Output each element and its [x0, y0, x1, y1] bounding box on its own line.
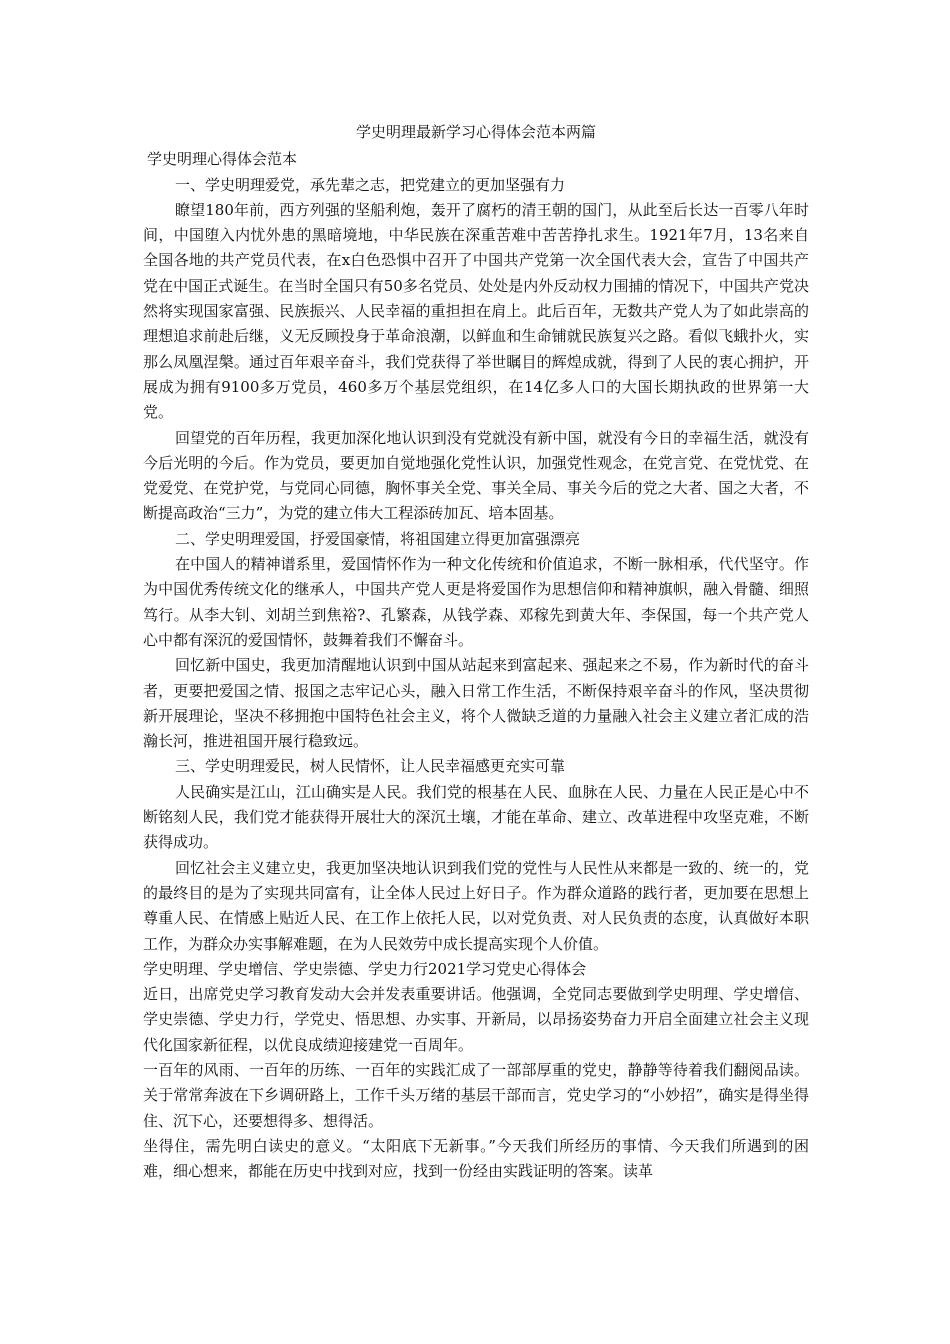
- part2-paragraph: 近日，出席党史学习教育发动大会并发表重要讲话。他强调，全党同志要做到学史明理、学史增信、学史崇德、学史力行，学党史、悟思想、办实事、开新局，以昂扬姿势奋力开启全面建立社会主义现代化国家新征程，以优良成绩迎接建党一百周年。: [143, 985, 809, 1054]
- document-page: [143, 120, 809, 1184]
- section3-paragraph: 人民确实是江山，江山确实是人民。我们党的根基在人民、血脉在人民、力量在人民正是心中不断铭刻人民，我们党才能获得开展壮大的深沉土壤，才能在革命、建立、改革进程中攻坚克难，不断获得成功。: [143, 782, 809, 852]
- section1-heading: 一、学史明理爱党，承先辈之志，把党建立的更加坚强有力: [175, 175, 566, 194]
- section3-paragraph: 回忆社会主义建立史，我更加坚决地认识到我们党的党性与人民性从来都是一致的、统一的，党的最终目的是为了实现共同富有，让全体人民过上好日子。作为群众道路的践行者，更加要在思想上尊重人民、在情感上贴近人民、在工作上依托人民，以对党负责、对人民负责的态度，认真做好本职工作，为群众办实事解难题，在为人民效劳中成长提高实现个人价值。: [143, 858, 809, 953]
- document-title: 学史明理最新学习心得体会范本两篇: [355, 123, 596, 141]
- section1-paragraph: 回望党的百年历程，我更加深化地认识到没有党就没有新中国，就没有今日的幸福生活，就没有今后光明的今后。作为党员，要更加自觉地强化党性认识，加强党性观念，在党言党、在党忧党、在党爱党、在党护党，与党同心同德，胸怀事关全党、事关全局、事关今后的党之大者、国之大者，不断提高政治“三力”，为党的建立伟大工程添砖加瓦、培本固基。: [143, 428, 809, 523]
- section2-heading: 二、学史明理爱国，抒爱国豪情，将祖国建立得更加富强漂亮: [175, 529, 581, 548]
- section3-heading: 三、学史明理爱民，树人民情怀，让人民幸福感更充实可靠: [175, 757, 566, 776]
- part2-title: 学史明理、学史增信、学史崇德、学史力行2021学习党史心得体会: [143, 959, 587, 978]
- part2-paragraph: 一百年的风雨、一百年的历练、一百年的实践汇成了一部部厚重的党史，静静等待着我们翻阅品读。关于常常奔波在下乡调研路上，工作千头万绪的基层干部而言，党史学习的“小妙招”，确实是得坐得住、沉下心，还要想得多、想得活。: [143, 1060, 809, 1130]
- section1-paragraph: 瞭望180年前，西方列强的坚船利炮，轰开了腐朽的清王朝的国门，从此至后长达一百零八年时间，中国堕入内忧外患的黑暗境地，中华民族在深重苦难中苦苦挣扎求生。1921年7月，13名来自全国各地的共产党员代表，在x白色恐惧中召开了中国共产党第一次全国代表大会，宣告了中国共产党在中国正式诞生。在当时全国只有50多名党员、处处是内外反动权力围捕的情况下，中国共产党决然将实现国家富强、民族振兴、人民幸福的重担担在肩上。此后百年，无数共产党人为了如此崇高的理想追求前赴后继，义无反顾投身于革命浪潮，以鲜血和生命铺就民族复兴之路。看似飞蛾扑火，实那么凤凰涅槃。通过百年艰辛奋斗，我们党获得了举世瞩目的辉煌成就，得到了人民的衷心拥护，开展成为拥有9100多万党员，460多万个基层党组织，在14亿多人口的大国长期执政的世界第一大党。: [143, 200, 809, 422]
- section2-paragraph: 在中国人的精神谱系里，爱国情怀作为一种文化传统和价值追求，不断一脉相承，代代坚守。作为中国优秀传统文化的继承人，中国共产党人更是将爱国作为思想信仰和精神旗帜，融入骨髓、细照笃行。从李大钊、刘胡兰到焦裕?、孔繁森，从钱学森、邓稼先到黄大年、李保国，每一个共产党人心中都有深沉的爱国情怀，鼓舞着我们不懈奋斗。: [143, 555, 809, 649]
- part1-title: 学史明理心得体会范本: [147, 150, 298, 169]
- part2-paragraph: 坐得住，需先明白读史的意义。“太阳底下无新事。”今天我们所经历的事情、今天我们所遇到的困难，细心想来，都能在历史中找到对应，找到一份经由实践证明的答案。读革: [143, 1136, 809, 1181]
- section2-paragraph: 回忆新中国史，我更加清醒地认识到中国从站起来到富起来、强起来之不易，作为新时代的奋斗者，更要把爱国之情、报国之志牢记心头，融入日常工作生活，不断保持艰辛奋斗的作风，坚决贯彻新开展理论，坚决不移拥抱中国特色社会主义，将个人微缺乏道的力量融入社会主义建立者汇成的浩瀚长河，推进祖国开展行稳致远。: [143, 656, 809, 751]
